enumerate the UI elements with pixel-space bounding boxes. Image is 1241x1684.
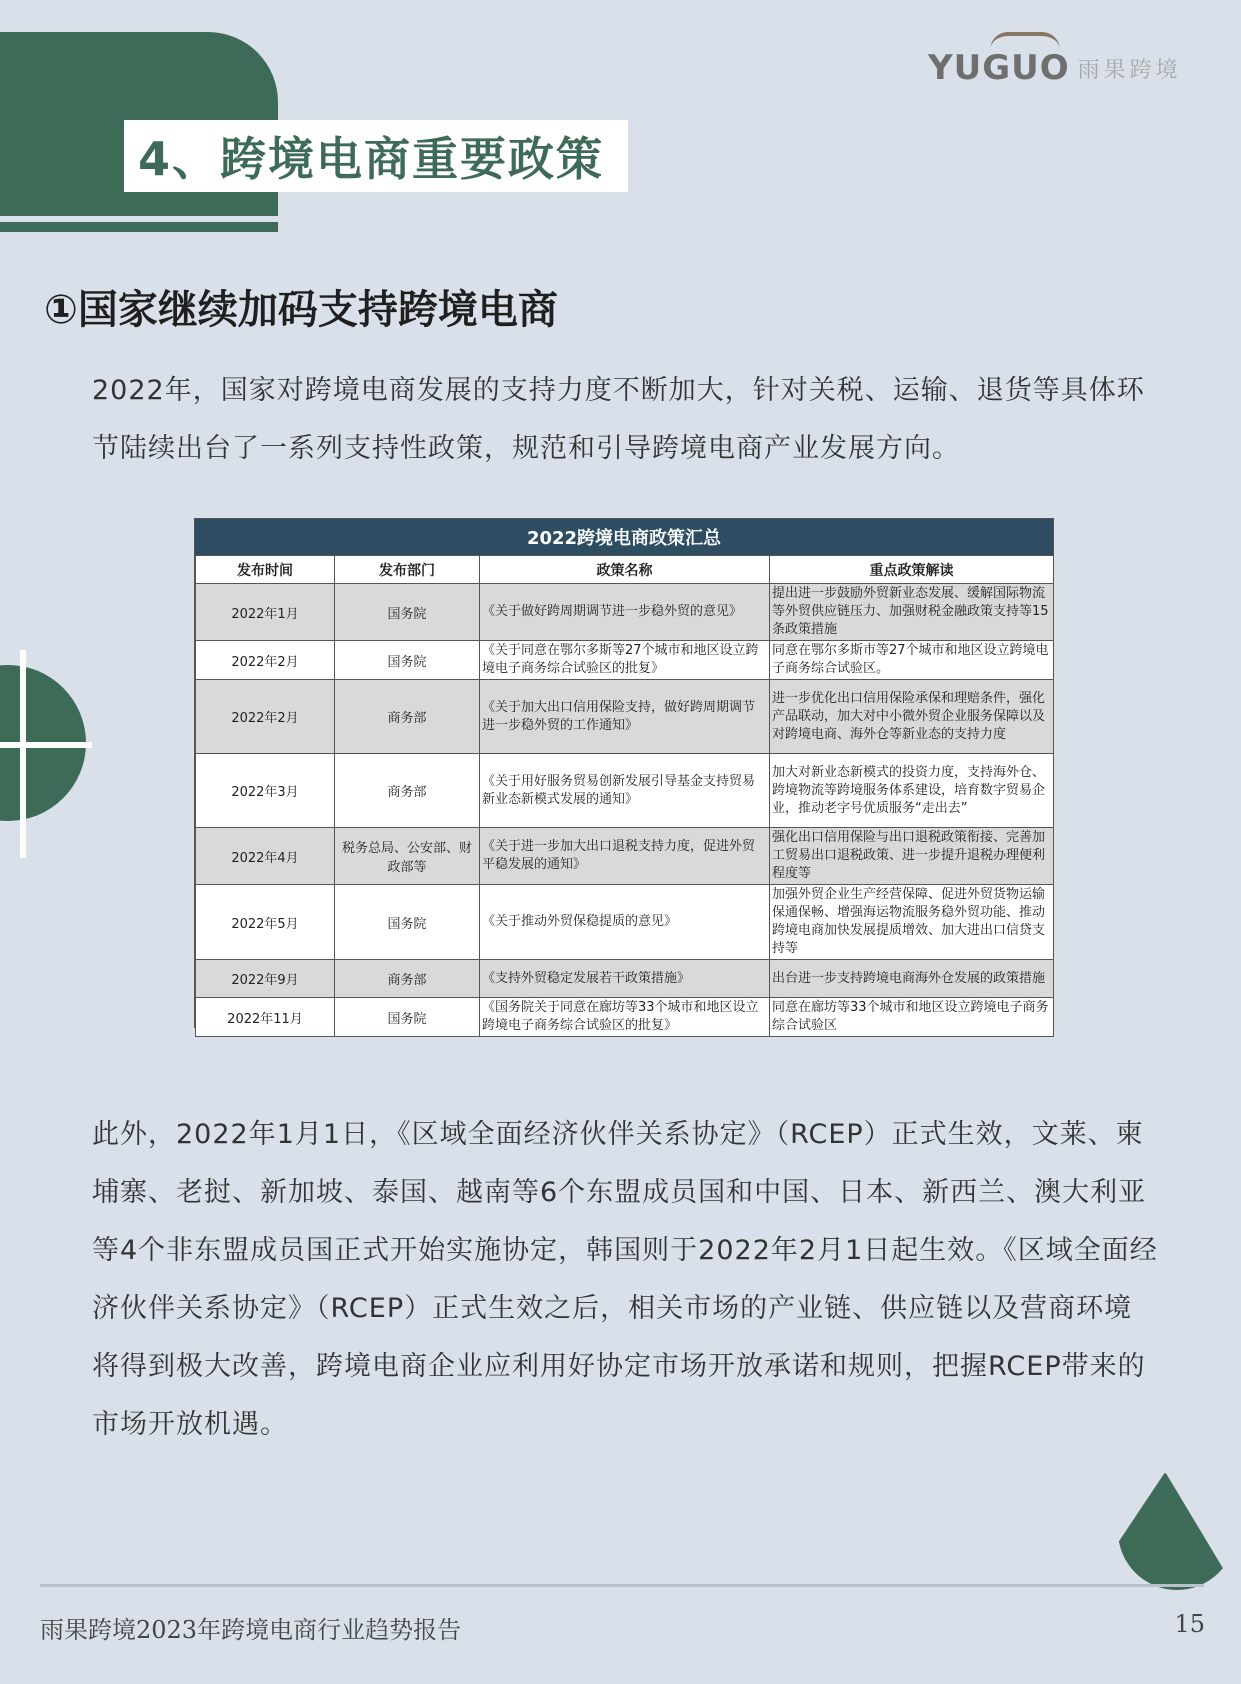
footer-report-title: 雨果跨境2023年跨境电商行业趋势报告	[40, 1616, 462, 1644]
table-row	[196, 828, 1054, 885]
cell-policy-name: 《关于加大出口信用保险支持，做好跨周期调节进一步稳外贸的工作通知》	[480, 680, 770, 754]
table-row	[196, 641, 1054, 680]
logo-text: YUGUO	[928, 48, 1070, 88]
cell-policy-name: 《关于进一步加大出口退税支持力度，促进外贸平稳发展的通知》	[480, 828, 770, 885]
policy-table	[194, 518, 1054, 1033]
section-title-text: 4、跨境电商重要政策	[138, 132, 605, 186]
table-row	[196, 998, 1054, 1037]
cell-dept: 商务部	[335, 680, 480, 754]
cell-policy-desc: 加强外贸企业生产经营保障、促进外贸货物运输保通保畅、增强海运物流服务稳外贸功能、推动跨境电商加快发展提质增效、加大进出口信贷支持等	[770, 885, 1054, 960]
cell-time: 2022年4月	[196, 828, 335, 885]
table-row	[196, 960, 1054, 998]
brand-logo	[928, 48, 1182, 88]
section-title	[124, 120, 628, 192]
cell-time: 2022年11月	[196, 998, 335, 1037]
rcep-paragraph: 此外，2022年1月1日，《区域全面经济伙伴关系协定》（RCEP）正式生效，文莱、柬埔寨、老挝、新加坡、泰国、越南等6个东盟成员国和中国、日本、新西兰、澳大利亚等4个非东盟成员国正式开始实施协定，韩国则于2022年2月1日起生效。《区域全面经济伙伴关系协定》（RCEP）正式生效之后，相关市场的产业链、供应链以及营商环境将得到极大改善，跨境电商企业应利用好协定市场开放承诺和规则，把握RCEP带来的市场开放机遇。	[92, 1119, 1158, 1440]
column-header: 政策名称	[480, 556, 770, 584]
cell-dept: 国务院	[335, 641, 480, 680]
decor-green-quarter	[1118, 1472, 1236, 1590]
cell-time: 2022年2月	[196, 641, 335, 680]
cell-policy-desc: 加大对新业态新模式的投资力度，支持海外仓、跨境物流等跨境服务体系建设，培育数字贸易企业，推动老字号优质服务“走出去”	[770, 754, 1054, 828]
decor-cross-horizontal	[0, 742, 92, 748]
cell-policy-name: 《关于做好跨周期调节进一步稳外贸的意见》	[480, 584, 770, 641]
cell-policy-name: 《支持外贸稳定发展若干政策措施》	[480, 960, 770, 998]
cell-policy-desc: 同意在廊坊等33个城市和地区设立跨境电子商务综合试验区	[770, 998, 1054, 1037]
logo-cn: 雨果跨境	[1077, 57, 1182, 83]
table-header-row	[196, 556, 1054, 584]
cell-dept: 商务部	[335, 754, 480, 828]
cell-dept: 国务院	[335, 998, 480, 1037]
table-row	[196, 885, 1054, 960]
page-number: 15	[1174, 1610, 1205, 1638]
cell-time: 2022年9月	[196, 960, 335, 998]
cell-time: 2022年5月	[196, 885, 335, 960]
cell-time: 2022年3月	[196, 754, 335, 828]
cell-policy-desc: 出台进一步支持跨境电商海外仓发展的政策措施	[770, 960, 1054, 998]
cell-dept: 商务部	[335, 960, 480, 998]
decor-green-bar	[0, 222, 278, 232]
cell-policy-name: 《国务院关于同意在廊坊等33个城市和地区设立跨境电子商务综合试验区的批复》	[480, 998, 770, 1037]
logo-arc-icon	[990, 32, 1060, 50]
column-header: 重点政策解读	[770, 556, 1054, 584]
table-row	[196, 584, 1054, 641]
cell-policy-desc: 强化出口信用保险与出口退税政策衔接、完善加工贸易出口退税政策、进一步提升退税办理便利程度等	[770, 828, 1054, 885]
decor-cross-vertical	[20, 650, 26, 858]
cell-policy-desc: 提出进一步鼓励外贸新业态发展、缓解国际物流等外贸供应链压力、加强财税金融政策支持等15条政策措施	[770, 584, 1054, 641]
cell-dept: 国务院	[335, 885, 480, 960]
cell-policy-name: 《关于推动外贸保稳提质的意见》	[480, 885, 770, 960]
cell-policy-desc: 同意在鄂尔多斯市等27个城市和地区设立跨境电子商务综合试验区。	[770, 641, 1054, 680]
policy-table-grid	[195, 555, 1054, 1037]
intro-paragraph: 2022年，国家对跨境电商发展的支持力度不断加大，针对关税、运输、退货等具体环节陆续出台了一系列支持性政策，规范和引导跨境电商产业发展方向。	[92, 375, 1145, 464]
cell-dept: 国务院	[335, 584, 480, 641]
cell-time: 2022年2月	[196, 680, 335, 754]
table-row	[196, 680, 1054, 754]
sub-title: ①国家继续加码支持跨境电商	[44, 287, 558, 333]
column-header: 发布部门	[335, 556, 480, 584]
cell-policy-name: 《关于同意在鄂尔多斯等27个城市和地区设立跨境电子商务综合试验区的批复》	[480, 641, 770, 680]
cell-policy-name: 《关于用好服务贸易创新发展引导基金支持贸易新业态新模式发展的通知》	[480, 754, 770, 828]
table-row	[196, 754, 1054, 828]
cell-policy-desc: 进一步优化出口信用保险承保和理赔条件，强化产品联动，加大对中小微外贸企业服务保障以及对跨境电商、海外仓等新业态的支持力度	[770, 680, 1054, 754]
column-header: 发布时间	[196, 556, 335, 584]
footer-divider	[40, 1584, 1204, 1587]
cell-time: 2022年1月	[196, 584, 335, 641]
cell-dept: 税务总局、公安部、财政部等	[335, 828, 480, 885]
table-caption: 2022跨境电商政策汇总	[195, 519, 1053, 555]
